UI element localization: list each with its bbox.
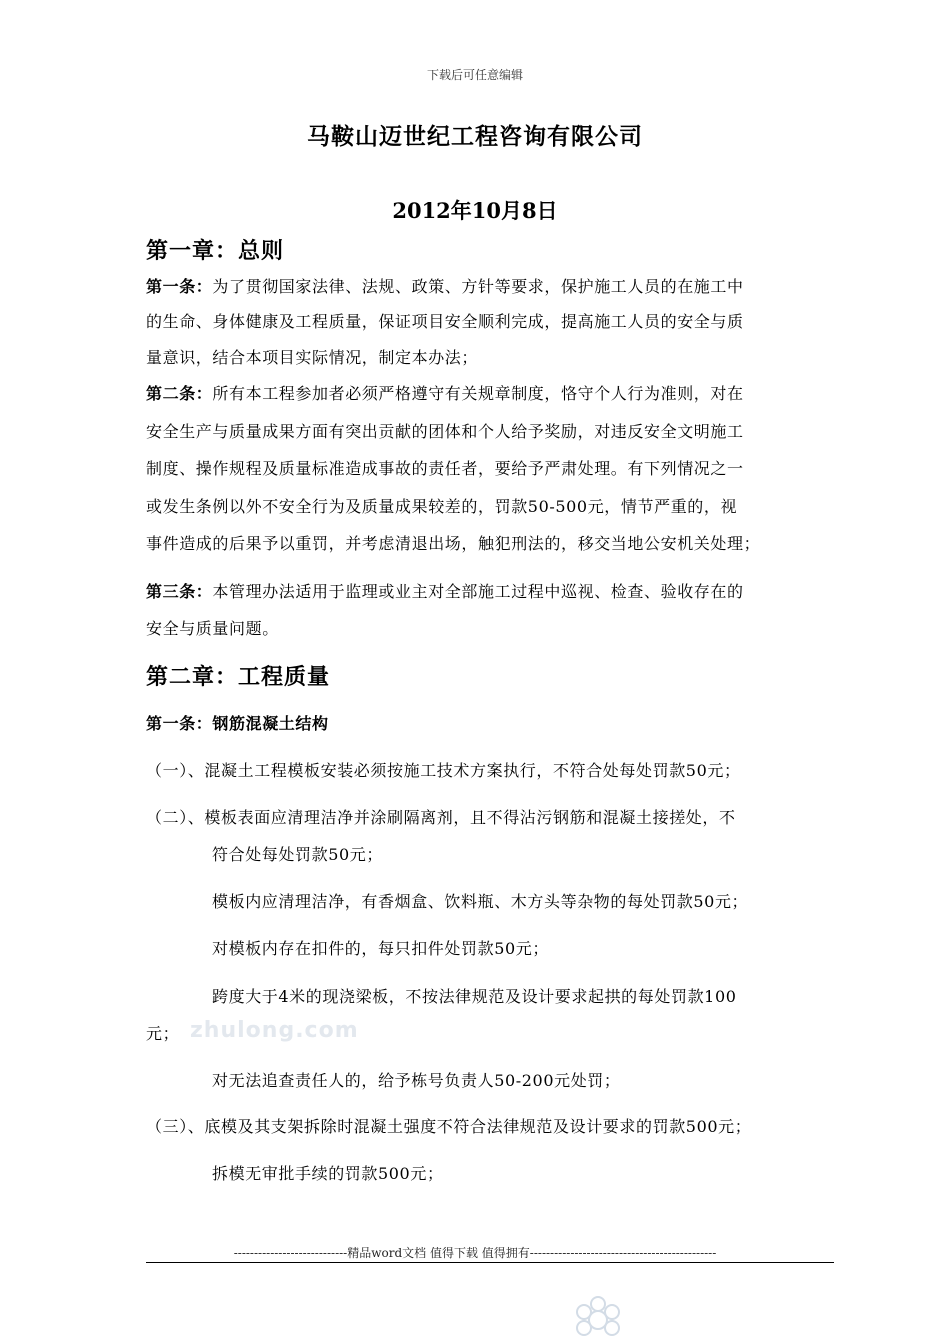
section-heading: 第一条：钢筋混凝土结构 — [146, 714, 329, 733]
item-2-para-2: 模板内应清理洁净，有香烟盒、饮料瓶、木方头等杂物的每处罚款50元； — [212, 892, 749, 911]
article-3-line-2: 安全与质量问题。 — [146, 619, 279, 638]
article-2-line-4: 或发生条例以外不安全行为及质量成果较差的，罚款50-500元，情节严重的，视 — [146, 497, 738, 516]
item-2-line-2: 符合处每处罚款50元； — [212, 845, 383, 864]
document-date: 2012年10月8日 — [392, 198, 558, 223]
item-2-para-5: 对无法追查责任人的，给予栋号负责人50-200元处罚； — [212, 1071, 621, 1090]
article-2-line-3: 制度、操作规程及质量标准造成事故的责任者，要给予严肃处理。有下列情况之一 — [146, 459, 744, 478]
article-1-line-3: 量意识，结合本项目实际情况，制定本办法； — [146, 348, 479, 367]
item-2-para-4-line-2: 元； — [146, 1024, 180, 1043]
article-2 — [146, 381, 744, 404]
article-2-line-5: 事件造成的后果予以重罚，并考虑清退出场，触犯刑法的，移交当地公安机关处理； — [146, 534, 761, 553]
chapter-1-title: 第一章：总则 — [146, 238, 285, 264]
article-3-text: 本管理办法适用于监理或业主对全部施工过程中巡视、检查、验收存在的 — [212, 582, 744, 601]
article-2-line-2: 安全生产与质量成果方面有突出贡献的团体和个人给予奖励，对违反安全文明施工 — [146, 422, 744, 441]
item-1: （一）、混凝土工程模板安装必须按施工技术方案执行，不符合处每处罚款50元； — [146, 761, 741, 780]
item-2: （二）、模板表面应清理洁净并涂刷隔离剂，且不得沾污钢筋和混凝土接搓处，不 — [146, 808, 736, 827]
article-1-line-2: 的生命、身体健康及工程质量，保证项目安全顺利完成，提高施工人员的安全与质 — [146, 312, 744, 331]
footer-note: ----------------------------精品word文档 值得下载 值得拥有---------------------------------------------- — [233, 1246, 717, 1260]
item-2-para-4: 跨度大于4米的现浇梁板，不按法律规范及设计要求起拱的每处罚款100 — [212, 987, 737, 1006]
item-3-para-2: 拆模无审批手续的罚款500元； — [212, 1164, 444, 1183]
header-note: 下载后可任意编辑 — [426, 68, 523, 82]
flower-emblem-icon — [568, 1290, 628, 1344]
article-1-text: 为了贯彻国家法律、法规、政策、方针等要求，保护施工人员的在施工中 — [212, 277, 744, 296]
article-2-text: 所有本工程参加者必须严格遵守有关规章制度，恪守个人行为准则，对在 — [212, 384, 744, 403]
watermark: zhulong.com — [190, 1018, 359, 1043]
item-3: （三）、底模及其支架拆除时混凝土强度不符合法律规范及设计要求的罚款500元； — [146, 1117, 752, 1136]
chapter-2-title: 第二章：工程质量 — [146, 664, 331, 690]
article-1 — [146, 274, 744, 297]
company-title: 马鞍山迈世纪工程咨询有限公司 — [307, 123, 643, 150]
item-2-para-3: 对模板内存在扣件的，每只扣件处罚款50元； — [212, 939, 549, 958]
footer-rule — [146, 1262, 834, 1263]
article-2-label: 第二条： — [146, 384, 213, 403]
article-3-label: 第三条： — [146, 582, 213, 601]
article-3 — [146, 579, 744, 602]
article-1-label: 第一条： — [146, 277, 213, 296]
